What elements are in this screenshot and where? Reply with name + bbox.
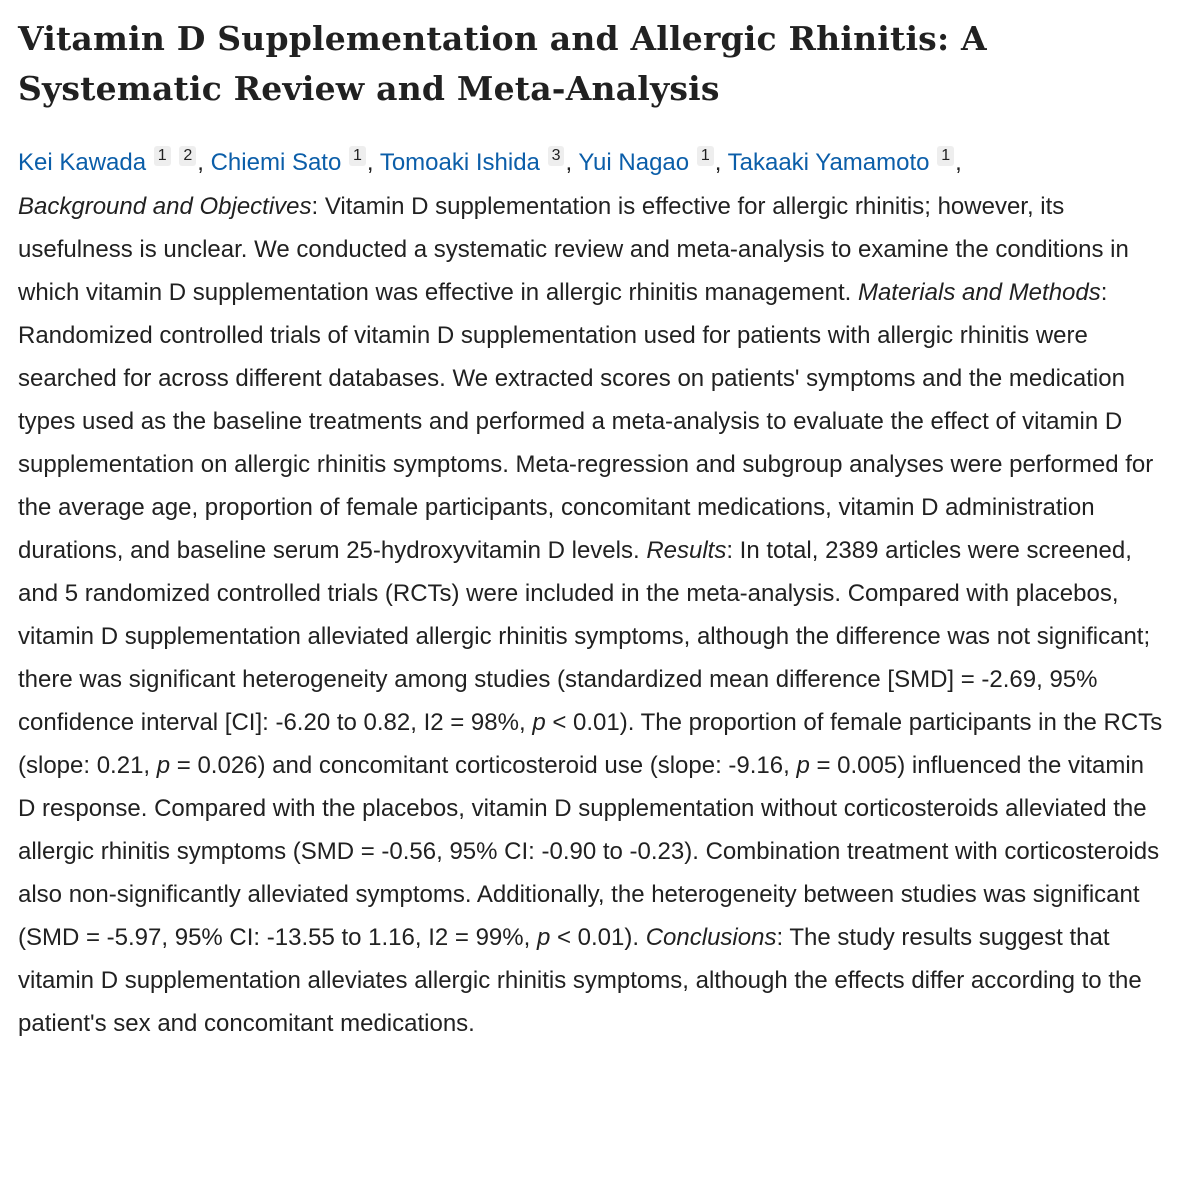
affiliation-badge[interactable]: 2 bbox=[179, 146, 196, 166]
author-separator: , bbox=[955, 149, 962, 176]
author-name-link[interactable]: Chiemi Sato bbox=[210, 149, 342, 176]
p-value-symbol: p bbox=[536, 924, 551, 951]
author-name-link[interactable]: Takaaki Yamamoto bbox=[727, 149, 930, 176]
article-container bbox=[18, 14, 1163, 1045]
author-separator: , bbox=[366, 149, 374, 176]
author-name-link[interactable]: Tomoaki Ishida bbox=[379, 149, 540, 176]
abstract-text-background: : Vitamin D supplementation is effective for allergic rhinitis; however, its usefulness is unclear. We conducted a systematic review and meta-analysis to examine the conditions in which vitamin D supplementation was effective in allergic rhinitis management. bbox=[18, 193, 1129, 306]
author-entry bbox=[18, 149, 204, 176]
author-entry bbox=[578, 149, 721, 176]
abstract-text-results: < 0.01). bbox=[550, 924, 646, 951]
author-name-link[interactable]: Yui Nagao bbox=[578, 149, 690, 176]
affiliation-badge[interactable]: 1 bbox=[937, 146, 954, 166]
author-entry bbox=[728, 149, 962, 176]
affiliation-badge[interactable]: 1 bbox=[697, 146, 714, 166]
author-separator: , bbox=[565, 149, 573, 176]
p-value-symbol: p bbox=[156, 752, 171, 779]
affiliation-badge[interactable]: 3 bbox=[548, 146, 565, 166]
abstract-text-results: = 0.005) influenced the vitamin D response. Compared with the placebos, vitamin D supplementation without corticosteroids alleviated the allergic rhinitis symptoms (SMD = -0.56, 95% CI: -0.90 to -0.23). Combination treatment with corticosteroids also non-significantly alleviated symptoms. Additionally, the heterogeneity between studies was significant (SMD = -5.97, 95% CI: -13.55 to 1.16, I2 = 99%, bbox=[18, 752, 1160, 951]
abstract-text-results: = 0.026) and concomitant corticosteroid use (slope: -9.16, bbox=[170, 752, 797, 779]
author-separator: , bbox=[714, 149, 722, 176]
author-name-link[interactable]: Kei Kawada bbox=[18, 149, 147, 176]
p-value-symbol: p bbox=[532, 709, 546, 736]
author-entry bbox=[211, 149, 374, 176]
article-title: Vitamin D Supplementation and Allergic Rhinitis: A Systematic Review and Meta-Analysis bbox=[18, 19, 987, 108]
affiliation-badge[interactable]: 1 bbox=[349, 146, 366, 166]
affiliation-badge[interactable]: 1 bbox=[154, 146, 171, 166]
abstract-text-results: : In total, 2389 articles were screened, and 5 randomized controlled trials (RCTs) were included in the meta-analysis. Compared with placebos, vitamin D supplementation alleviated allergic rhinitis symptoms, although the difference was not significant; there was significant heterogeneity among studies (standardized mean difference [SMD] = -2.69, 95% confidence interval [CI]: -6.20 to 0.82, I2 = 98%, bbox=[18, 537, 1151, 736]
abstract-paragraph bbox=[18, 185, 1163, 1045]
abstract-text-results: < 0.01). The proportion of female participants in the RCTs (slope: 0.21, bbox=[18, 709, 1163, 779]
abstract-text-conclusions: : The study results suggest that vitamin D supplementation alleviates allergic rhinitis symptoms, although the effects differ according to the patient's sex and concomitant medications. bbox=[18, 924, 1142, 1037]
abstract-heading-conclusions: Conclusions bbox=[645, 924, 777, 951]
abstract-heading-results: Results bbox=[646, 537, 727, 564]
abstract-heading-methods: Materials and Methods bbox=[857, 279, 1101, 306]
p-value-symbol: p bbox=[796, 752, 810, 779]
abstract-text-methods: : Randomized controlled trials of vitamin D supplementation used for patients with allergic rhinitis were searched for across different databases. We extracted scores on patients' symptoms and the medication types used as the baseline treatments and performed a meta-analysis to evaluate the effect of vitamin D supplementation on allergic rhinitis symptoms. Meta-regression and subgroup analyses were performed for the average age, proportion of female participants, concomitant medications, vitamin D administration durations, and baseline serum 25-hydroxyvitamin D levels. bbox=[18, 279, 1154, 564]
abstract-heading-background: Background and Objectives bbox=[18, 193, 312, 220]
author-separator: , bbox=[197, 149, 204, 176]
author-list bbox=[18, 143, 1163, 183]
author-entry bbox=[380, 149, 572, 176]
